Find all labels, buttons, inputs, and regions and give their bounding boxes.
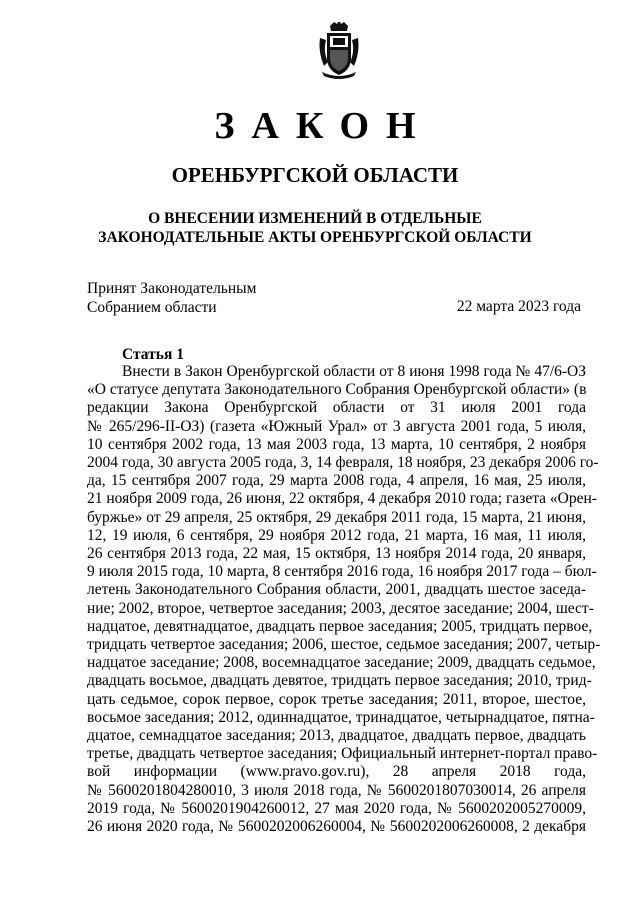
article-text-line: 26 сентября 2013 года, 22 мая, 15 октября, 13 ноября 2014 года, 20 января,	[87, 545, 586, 563]
law-heading-line: О ВНЕСЕНИИ ИЗМЕНЕНИЙ В ОТДЕЛЬНЫЕ	[148, 210, 482, 227]
article-text-line: надцатое, девятнадцатое, двадцать первое заседания; 2005, тридцать первое,	[87, 617, 593, 635]
article-text-line: 2019 года, № 5600201904260012, 27 мая 2020 года, № 5600202005270009,	[87, 799, 586, 817]
article-text-line: восьмое заседания; 2012, одиннадцатое, тринадцатое, четырнадцатое, пятна-	[87, 708, 595, 726]
article-text-line: буржье» от 29 апреля, 25 октября, 29 декабря 2011 года, 15 марта, 21 июня,	[87, 508, 586, 526]
article-title: Статья 1	[122, 346, 184, 363]
article-text-line: 26 июня 2020 года, № 5600202006260004, № 5600202006260008, 2 декабря	[87, 818, 586, 836]
article-text-line: 21 ноября 2009 года, 26 июня, 22 октября, 4 декабря 2010 года; газета «Орен-	[87, 490, 597, 508]
law-heading	[0, 209, 630, 247]
article-text-line: да, 15 сентября 2007 года, 29 марта 2008 года, 4 апреля, 16 мая, 25 июля,	[87, 472, 586, 490]
article-text-line: № 5600201804280010, 3 июля 2018 года, № 5600201807030014, 26 апреля	[87, 781, 586, 799]
article-text-line: летень Законодательного Собрания области, 2001, двадцать шестое заседа-	[87, 581, 586, 599]
adoption-info	[87, 279, 256, 317]
article-text-line: № 265/296-II-ОЗ) (газета «Южный Урал» от 3 августа 2001 года, 5 июля,	[87, 417, 586, 435]
article-text-line: редакции Закона Оренбургской области от 31 июля 2001 года	[87, 399, 586, 417]
adoption-line: Принят Законодательным	[87, 280, 257, 297]
article-text-line: надцатое заседание; 2008, восемнадцатое заседание; 2009, двадцать седьмое,	[87, 654, 596, 672]
article-text-line: тридцать четвертое заседания; 2006, шестое, седьмое заседания; 2007, четыр-	[87, 636, 601, 654]
article-text-line: дцатое, семнадцатое заседания; 2013, двадцатое, двадцать первое, двадцать	[87, 727, 586, 745]
coat-of-arms-icon	[318, 22, 360, 80]
article-text-line: 2004 года, 30 августа 2005 года, 3, 14 февраля, 18 ноября, 23 декабря 2006 го-	[87, 454, 599, 472]
article-text-line: цать седьмое, сорок первое, сорок третье заседания; 2011, второе, шестое,	[87, 690, 586, 708]
article-text-line: Внести в Закон Оренбургской области от 8 июня 1998 года № 47/6-ОЗ	[122, 363, 586, 380]
document-title: ЗАКОН	[214, 105, 433, 147]
article-body	[87, 363, 601, 836]
article-text-line: 9 июля 2015 года, 10 марта, 8 сентября 2016 года, 16 ноября 2017 года – бюл-	[87, 563, 597, 581]
article-text-line: вой информации (www.pravo.gov.ru), 28 апреля 2018 года,	[87, 763, 586, 781]
article-text-line: «О статусе депутата Законодательного Собрания Оренбургской области» (в	[87, 381, 587, 399]
adoption-date: 22 марта 2023 года	[456, 298, 581, 315]
article-text-line: двадцать восьмое, двадцать девятое, тридцать первое заседания; 2010, трид-	[87, 672, 592, 690]
law-heading-line: ЗАКОНОДАТЕЛЬНЫЕ АКТЫ ОРЕНБУРГСКОЙ ОБЛАСТИ	[98, 229, 532, 246]
article-text-line: ние; 2002, второе, четвертое заседания; 2003, десятое заседание; 2004, шест-	[87, 599, 594, 617]
adoption-line: Собранием области	[87, 299, 217, 316]
document-subtitle: ОРЕНБУРГСКОЙ ОБЛАСТИ	[171, 163, 459, 187]
article-text-line: третье, двадцать четвертое заседания; Официальный интернет-портал право-	[87, 745, 598, 763]
article-text-line: 12, 19 июля, 6 сентября, 29 ноября 2012 года, 21 марта, 16 мая, 11 июля,	[87, 526, 586, 544]
article-text-line: 10 сентября 2002 года, 13 мая 2003 года, 13 марта, 10 сентября, 2 ноября	[87, 435, 586, 453]
